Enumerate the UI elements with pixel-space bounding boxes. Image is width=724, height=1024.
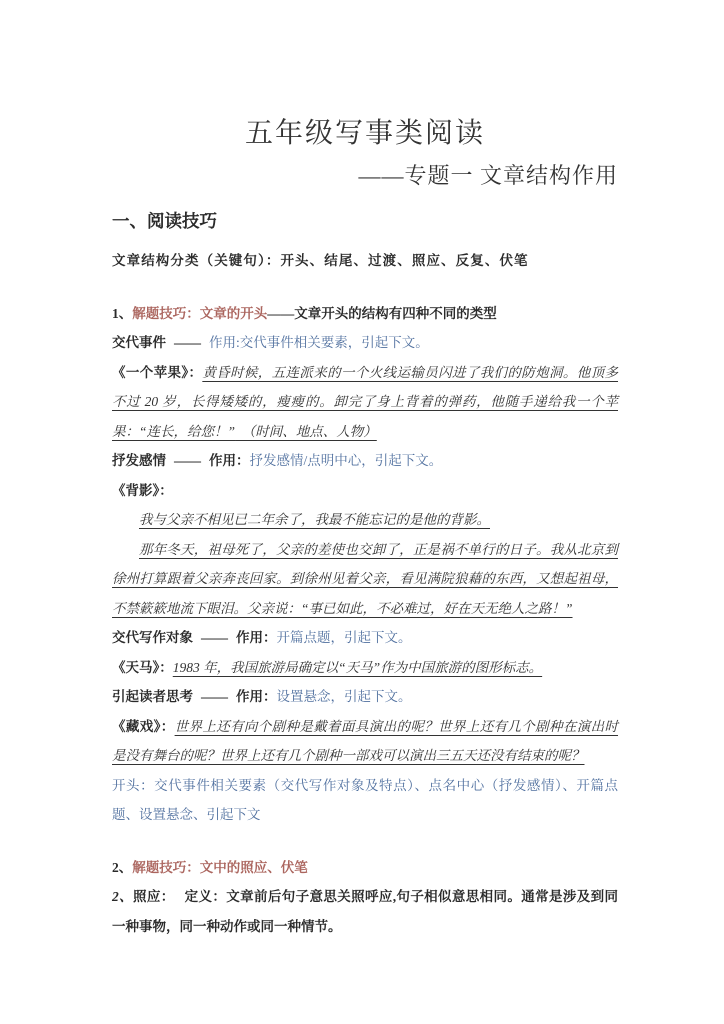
type1-dash: ——	[174, 335, 201, 350]
apple-book-title: 《一个苹果》：	[112, 364, 203, 380]
openings-summary-line	[112, 771, 618, 830]
tianma-book-title: 《天马》：	[112, 659, 173, 675]
type2-dash: ——	[174, 453, 201, 468]
openings-summary-text: 开头：交代事件相关要素（交代写作对象及特点）、点名中心（抒发感情）、开篇点题、设置悬念、引起下文	[112, 777, 618, 822]
section-heading-reading-skills: 一、阅读技巧	[112, 211, 217, 231]
beiying-title-line	[112, 476, 618, 506]
tip1-number: 1、	[112, 305, 133, 321]
type3-effect: 开篇点题，引起下文。	[276, 630, 412, 645]
document-title: 五年级写事类阅读	[244, 118, 485, 149]
zangxi-book-title: 《藏戏》：	[112, 718, 175, 734]
example-tianma-paragraph	[112, 653, 618, 683]
tianma-excerpt-text: 1983 年，我国旅游局确定以“天马”作为中国旅游的图形标志。	[172, 659, 543, 675]
example-zangxi-paragraph	[112, 712, 618, 771]
tip2-highlight: 解题技巧：文中的照应、伏笔	[132, 859, 308, 875]
type4-label: 引起读者思考	[112, 689, 193, 704]
definition-number: 2、	[112, 889, 133, 904]
tip1-highlight: 解题技巧：文章的开头	[132, 305, 268, 321]
opening-type-4-row	[112, 682, 618, 712]
beiying-excerpt-1-text: 我与父亲不相见已二年余了，我最不能忘记的是他的背影。	[139, 512, 490, 527]
beiying-book-title: 《背影》：	[112, 482, 173, 498]
beiying-excerpt-2	[112, 535, 618, 624]
type1-label: 交代事件	[112, 335, 166, 350]
beiying-excerpt-2-text: 那年冬天，祖母死了，父亲的差使也交卸了，正是祸不单行的日子。我从北京到徐州打算跟着父亲奔丧回家。到徐州见着父亲，看见满院狼藉的东西，又想起祖母，不禁簌簌地流下眼泪。父亲说：“事已如此，不必难过，好在天无绝人之路！”	[112, 541, 618, 616]
type2-label: 抒发感情	[112, 453, 166, 468]
type3-dash: ——	[201, 630, 228, 645]
type4-dash: ——	[201, 689, 228, 704]
type4-effect: 设置悬念，引起下文。	[276, 689, 412, 704]
tip1-heading	[112, 299, 618, 329]
type3-label: 交代写作对象	[112, 630, 193, 645]
opening-type-3-row	[112, 623, 618, 653]
structure-categories-line: 文章结构分类（关键句）：开头、结尾、过渡、照应、反复、伏笔	[112, 253, 529, 268]
opening-type-2-row	[112, 446, 618, 476]
example-apple-paragraph	[112, 358, 618, 447]
tip2-heading	[112, 853, 618, 883]
document-subtitle: ——专题一 文章结构作用	[358, 163, 618, 188]
tip1-rest: ——文章开头的结构有四种不同的类型	[267, 305, 497, 321]
type2-effect: 抒发感情/点明中心，引起下文。	[249, 453, 443, 468]
apple-excerpt-text: 黄昏时候，五连派来的一个火线运输员闪进了我们的防炮洞。他顶多不过 20 岁，长得矮矮的，瘦瘦的。卸完了身上背着的弹药，他随手递给我一个苹果：“连长，给您！”	[112, 364, 619, 439]
apple-annotation-note: （时间、地点、人物）	[235, 423, 377, 439]
type4-effect-label: 作用：	[236, 689, 277, 704]
zangxi-excerpt-text: 世界上还有向个剧种是戴着面具演出的呢？世界上还有几个剧种在演出时是没有舞台的呢？世界上还有几个剧种一部戏可以演出三五天还没有结束的呢？	[112, 718, 619, 763]
zhaoying-definition-paragraph	[112, 882, 618, 941]
opening-type-1-row	[112, 328, 618, 358]
type2-effect-label: 作用：	[209, 453, 250, 468]
beiying-excerpt-1	[112, 505, 618, 535]
type1-effect: 作用:交代事件相关要素，引起下文。	[209, 335, 429, 350]
type3-effect-label: 作用：	[236, 630, 277, 645]
tip2-number: 2、	[112, 859, 133, 875]
definition-text: 定义：文章前后句子意思关照呼应,句子相似意思相同。通常是涉及到同一种事物，同一种动作或同一种情节。	[112, 889, 619, 934]
definition-label: 照应：	[133, 889, 175, 904]
